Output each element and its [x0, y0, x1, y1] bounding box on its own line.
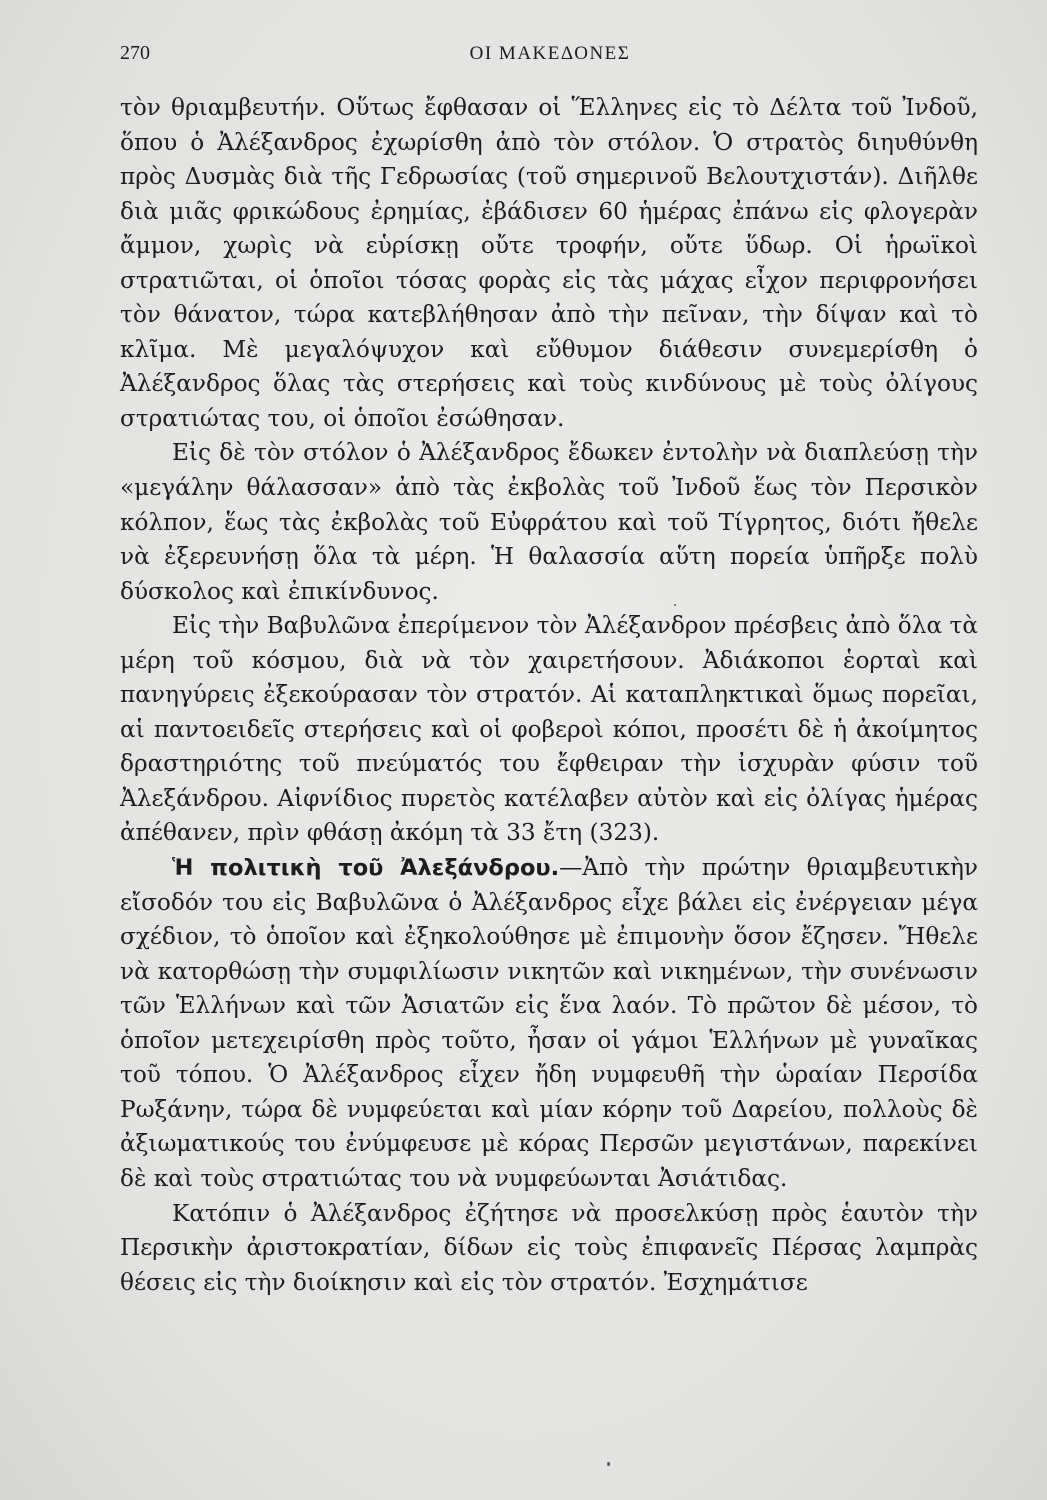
paragraph-babylon: Εἰς τὴν Βαβυλῶνα ἐπερίμενον τὸν Ἀλέξανδρον πρέσβεις ἀπὸ ὅλα τὰ μέρη τοῦ κόσμου, διὰ νὰ τὸν χαιρετήσουν. Ἀδιάκοποι ἑορταὶ καὶ πανηγύρεις ἐξεκούρασαν τὸν στρατόν. Αἱ καταπληκτικαὶ ὅμως πορεῖαι, αἱ παντοειδεῖς στερήσεις καὶ οἱ φοβεροὶ κόποι, προσέτι δὲ ἡ ἀκοίμητος δραστηριότης τοῦ πνεύματός του ἔφθειραν τὴν ἰσχυρὰν φύσιν τοῦ Ἀλεξάνδρου. Αἰφνίδιος πυρετὸς κατέλαβεν αὐτὸν καὶ εἰς ὀλίγας ἡμέρας ἀπέθανεν, πρὶν φθάσῃ ἀκόμη τὰ 33 ἔτη (323).: [120, 612, 978, 847]
paragraph-fleet: Εἰς δὲ τὸν στόλον ὁ Ἀλέξανδρος ἔδωκεν ἐντολὴν νὰ διαπλεύσῃ τὴν «μεγάλην θάλασσαν» ἀπὸ τὰς ἐκβολὰς τοῦ Ἰνδοῦ ἕως τὸν Περσικὸν κόλπον, ἕως τὰς ἐκβολὰς τοῦ Εὐφράτου καὶ τοῦ Τίγρητος, διότι ἤθελε νὰ ἐξερευνήσῃ ὅλα τὰ μέρη. Ἡ θαλασσία αὕτη πορεία ὑπῆρξε πολὺ δύσκολος καὶ ἐπικίνδυνος.: [120, 439, 978, 605]
print-speck: [607, 1462, 610, 1466]
section-heading: Ἡ πολιτικὴ τοῦ Ἀλεξάνδρου.: [172, 855, 560, 882]
print-speck: [674, 604, 676, 606]
body-text: [120, 91, 978, 1300]
page-number: 270: [120, 42, 150, 64]
page-header: [120, 42, 980, 72]
paragraph-aristocracy: Κατόπιν ὁ Ἀλέξανδρος ἐζήτησε νὰ προσελκύσῃ πρὸς ἑαυτὸν τὴν Περσικὴν ἀριστοκρατίαν, δίδων εἰς τοὺς ἐπιφανεῖς Πέρσας λαμπρὰς θέσεις εἰς τὴν διοίκησιν καὶ εἰς τὸν στρατόν. Ἐσχημάτισε: [120, 1199, 978, 1296]
running-title: ΟΙ ΜΑΚΕΔΟΝΕΣ: [469, 43, 631, 64]
paragraph-gedrosia: τὸν θριαμβευτήν. Οὕτως ἔφθασαν οἱ Ἕλληνες εἰς τὸ Δέλτα τοῦ Ἰνδοῦ, ὅπου ὁ Ἀλέξανδρος ἐχωρίσθη ἀπὸ τὸν στόλον. Ὁ στρατὸς διηυθύνθη πρὸς Δυσμὰς διὰ τῆς Γεδρωσίας (τοῦ σημερινοῦ Βελουτχιστάν). Διῆλθε διὰ μιᾶς φρικώδους ἐρημίας, ἐβάδισεν 60 ἡμέρας ἐπάνω εἰς φλογερὰν ἄμμον, χωρὶς νὰ εὑρίσκῃ οὔτε τροφήν, οὔτε ὕδωρ. Οἱ ἡρωϊκοὶ στρατιῶται, οἱ ὁποῖοι τόσας φορὰς εἰς τὰς μάχας εἶχον περιφρονήσει τὸν θάνατον, τώρα κατεβλήθησαν ἀπὸ τὴν πεῖναν, τὴν δίψαν καὶ τὸ κλῖμα. Μὲ μεγαλόψυχον καὶ εὔθυμον διάθεσιν συνεμερίσθη ὁ Ἀλέξανδρος ὅλας τὰς στερήσεις καὶ τοὺς κινδύνους μὲ τοὺς ὀλίγους στρατιώτας του, οἱ ὁποῖοι ἐσώθησαν.: [120, 94, 978, 432]
paragraph-policy: [120, 851, 978, 1196]
paragraph-policy-text: —Ἀπὸ τὴν πρώτην θριαμβευτικὴν εἴσοδόν του εἰς Βαβυλῶνα ὁ Ἀλέξανδρος εἶχε βάλει εἰς ἐνέργειαν μέγα σχέδιον, τὸ ὁποῖον καὶ ἐξηκολούθησε μὲ ἐπιμονὴν ὅσον ἔζησεν. Ἤθελε νὰ κατορθώσῃ τὴν συμφιλίωσιν νικητῶν καὶ νικημένων, τὴν συνένωσιν τῶν Ἑλλήνων καὶ τῶν Ἀσιατῶν εἰς ἕνα λαόν. Τὸ πρῶτον δὲ μέσον, τὸ ὁποῖον μετεχειρίσθη πρὸς τοῦτο, ἦσαν οἱ γάμοι Ἑλλήνων μὲ γυναῖκας τοῦ τόπου. Ὁ Ἀλέξανδρος εἶχεν ἤδη νυμφευθῆ τὴν ὡραίαν Περσίδα Ρωξάνην, τώρα δὲ νυμφεύεται καὶ μίαν κόρην τοῦ Δαρείου, πολλοὺς δὲ ἀξιωματικούς του ἐνύμφευσε μὲ κόρας Περσῶν μεγιστάνων, παρεκίνει δὲ καὶ τοὺς στρατιώτας του νὰ νυμφεύωνται Ἀσιάτιδας.: [120, 854, 978, 1192]
